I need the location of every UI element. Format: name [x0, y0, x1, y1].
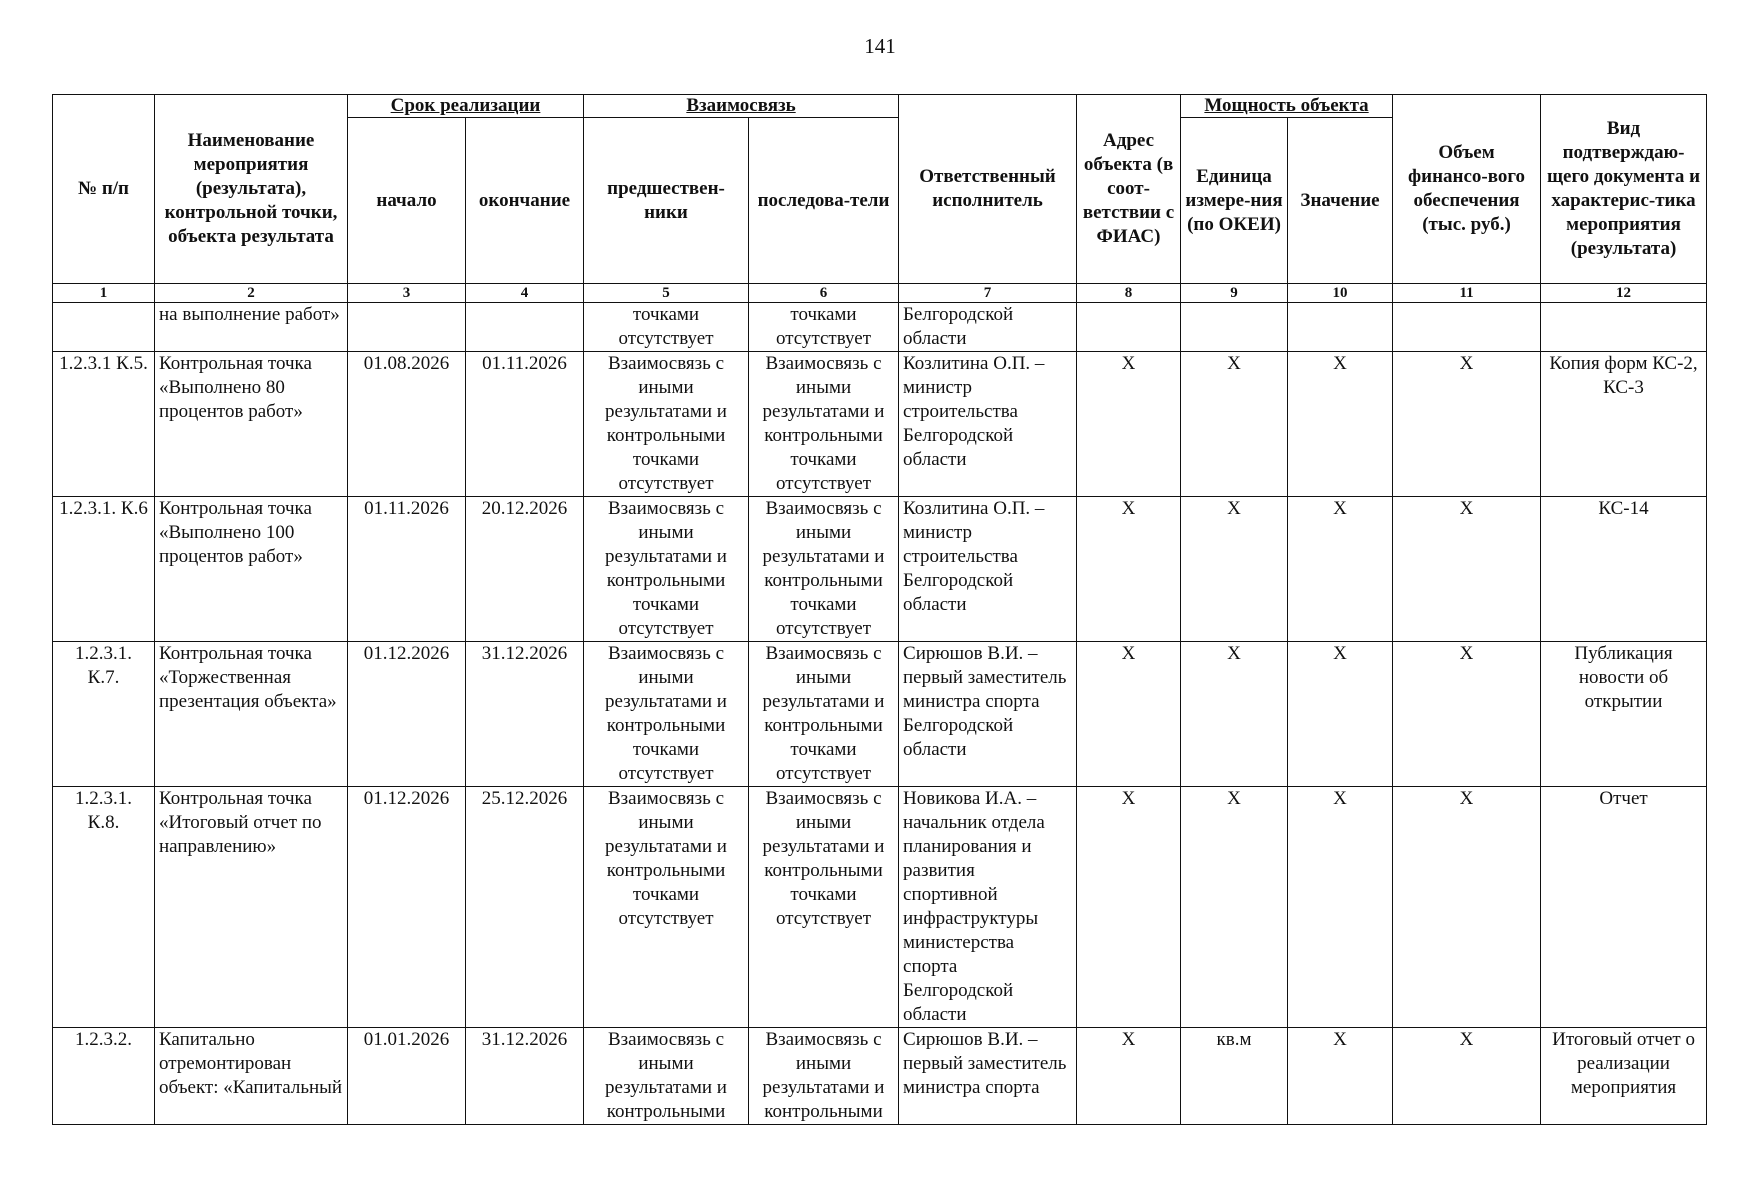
cell-document [1541, 303, 1707, 352]
cell-start: 01.08.2026 [348, 352, 466, 497]
cell-end: 31.12.2026 [466, 1028, 584, 1125]
header-group-term: Срок реализации [348, 95, 584, 118]
cell-value: Х [1288, 642, 1393, 787]
cell-predecessors: Взаимосвязь с иными результатами и контрольными точками отсутствует [584, 642, 749, 787]
column-number: 6 [749, 284, 899, 303]
header-group-link: Взаимосвязь [584, 95, 899, 118]
header-end: окончание [466, 118, 584, 284]
cell-predecessors: Взаимосвязь с иными результатами и контрольными точками отсутствует [584, 352, 749, 497]
cell-document: Копия форм КС-2, КС-3 [1541, 352, 1707, 497]
column-number: 4 [466, 284, 584, 303]
table-row [53, 787, 1707, 1028]
header-name: Наименование мероприятия (результата), контрольной точки, объекта результата [155, 95, 348, 284]
cell-predecessors: Взаимосвязь с иными результатами и контрольными [584, 1028, 749, 1125]
header-predecessors: предшествен-ники [584, 118, 749, 284]
cell-value [1288, 303, 1393, 352]
cell-finance: Х [1393, 1028, 1541, 1125]
header-start: начало [348, 118, 466, 284]
cell-address: Х [1077, 787, 1181, 1028]
cell-finance [1393, 303, 1541, 352]
cell-end: 20.12.2026 [466, 497, 584, 642]
cell-value: Х [1288, 497, 1393, 642]
cell-predecessors: Взаимосвязь с иными результатами и контрольными точками отсутствует [584, 787, 749, 1028]
cell-value: Х [1288, 1028, 1393, 1125]
header-unit: Единица измере-ния (по ОКЕИ) [1181, 118, 1288, 284]
cell-no: 1.2.3.1 К.5. [53, 352, 155, 497]
cell-responsible: Белгородской области [899, 303, 1077, 352]
cell-successors: Взаимосвязь с иными результатами и контрольными [749, 1028, 899, 1125]
header-group-power: Мощность объекта [1181, 95, 1393, 118]
cell-predecessors: точками отсутствует [584, 303, 749, 352]
cell-responsible: Сирюшов В.И. – первый заместитель министра спорта [899, 1028, 1077, 1125]
cell-unit [1181, 303, 1288, 352]
cell-start [348, 303, 466, 352]
table-row [53, 352, 1707, 497]
cell-end: 25.12.2026 [466, 787, 584, 1028]
cell-document: Итоговый отчет о реализации мероприятия [1541, 1028, 1707, 1125]
header-address: Адрес объекта (в соот-ветствии с ФИАС) [1077, 95, 1181, 284]
cell-name: Контрольная точка «Итоговый отчет по направлению» [155, 787, 348, 1028]
cell-no: 1.2.3.2. [53, 1028, 155, 1125]
table-body [53, 303, 1707, 1125]
header-finance: Объем финансо-вого обеспечения (тыс. руб.) [1393, 95, 1541, 284]
cell-unit: Х [1181, 352, 1288, 497]
cell-predecessors: Взаимосвязь с иными результатами и контрольными точками отсутствует [584, 497, 749, 642]
table-row [53, 303, 1707, 352]
cell-name: Капитально отремонтирован объект: «Капитальный [155, 1028, 348, 1125]
cell-document: КС-14 [1541, 497, 1707, 642]
cell-successors: точками отсутствует [749, 303, 899, 352]
cell-document: Отчет [1541, 787, 1707, 1028]
cell-finance: Х [1393, 352, 1541, 497]
cell-responsible: Сирюшов В.И. – первый заместитель министра спорта Белгородской области [899, 642, 1077, 787]
cell-finance: Х [1393, 642, 1541, 787]
header-value: Значение [1288, 118, 1393, 284]
cell-successors: Взаимосвязь с иными результатами и контрольными точками отсутствует [749, 352, 899, 497]
cell-name: Контрольная точка «Выполнено 100 процентов работ» [155, 497, 348, 642]
cell-end: 31.12.2026 [466, 642, 584, 787]
column-number: 12 [1541, 284, 1707, 303]
column-number-row [53, 284, 1707, 303]
cell-finance: Х [1393, 787, 1541, 1028]
cell-address: Х [1077, 642, 1181, 787]
cell-name: на выполнение работ» [155, 303, 348, 352]
plan-table [52, 94, 1707, 1125]
cell-successors: Взаимосвязь с иными результатами и контрольными точками отсутствует [749, 497, 899, 642]
cell-name: Контрольная точка «Торжественная презентация объекта» [155, 642, 348, 787]
table-row [53, 497, 1707, 642]
cell-no: 1.2.3.1. К.6 [53, 497, 155, 642]
cell-unit: Х [1181, 642, 1288, 787]
column-number: 5 [584, 284, 749, 303]
header-successors: последова-тели [749, 118, 899, 284]
cell-value: Х [1288, 352, 1393, 497]
table-row [53, 642, 1707, 787]
cell-end [466, 303, 584, 352]
column-number: 2 [155, 284, 348, 303]
cell-responsible: Козлитина О.П. – министр строительства Белгородской области [899, 497, 1077, 642]
cell-start: 01.01.2026 [348, 1028, 466, 1125]
cell-address: Х [1077, 1028, 1181, 1125]
cell-unit: Х [1181, 787, 1288, 1028]
cell-successors: Взаимосвязь с иными результатами и контрольными точками отсутствует [749, 787, 899, 1028]
column-number: 10 [1288, 284, 1393, 303]
cell-document: Публикация новости об открытии [1541, 642, 1707, 787]
cell-start: 01.11.2026 [348, 497, 466, 642]
column-number: 3 [348, 284, 466, 303]
table-row [53, 1028, 1707, 1125]
column-number: 11 [1393, 284, 1541, 303]
cell-finance: Х [1393, 497, 1541, 642]
cell-unit: Х [1181, 497, 1288, 642]
cell-value: Х [1288, 787, 1393, 1028]
cell-address [1077, 303, 1181, 352]
column-number: 7 [899, 284, 1077, 303]
cell-successors: Взаимосвязь с иными результатами и контрольными точками отсутствует [749, 642, 899, 787]
cell-no: 1.2.3.1. К.7. [53, 642, 155, 787]
cell-responsible: Козлитина О.П. – министр строительства Белгородской области [899, 352, 1077, 497]
cell-address: Х [1077, 352, 1181, 497]
header-no: № п/п [53, 95, 155, 284]
cell-no [53, 303, 155, 352]
cell-address: Х [1077, 497, 1181, 642]
page-number: 141 [864, 34, 896, 58]
cell-responsible: Новикова И.А. – начальник отдела планирования и развития спортивной инфраструктуры министерства спорта Белгородской области [899, 787, 1077, 1028]
cell-no: 1.2.3.1. К.8. [53, 787, 155, 1028]
table-header [53, 95, 1707, 303]
header-document: Вид подтверждаю-щего документа и характерис-тика мероприятия (результата) [1541, 95, 1707, 284]
cell-name: Контрольная точка «Выполнено 80 процентов работ» [155, 352, 348, 497]
cell-start: 01.12.2026 [348, 787, 466, 1028]
header-responsible: Ответственный исполнитель [899, 95, 1077, 284]
column-number: 8 [1077, 284, 1181, 303]
column-number: 9 [1181, 284, 1288, 303]
cell-unit: кв.м [1181, 1028, 1288, 1125]
column-number: 1 [53, 284, 155, 303]
cell-end: 01.11.2026 [466, 352, 584, 497]
cell-start: 01.12.2026 [348, 642, 466, 787]
